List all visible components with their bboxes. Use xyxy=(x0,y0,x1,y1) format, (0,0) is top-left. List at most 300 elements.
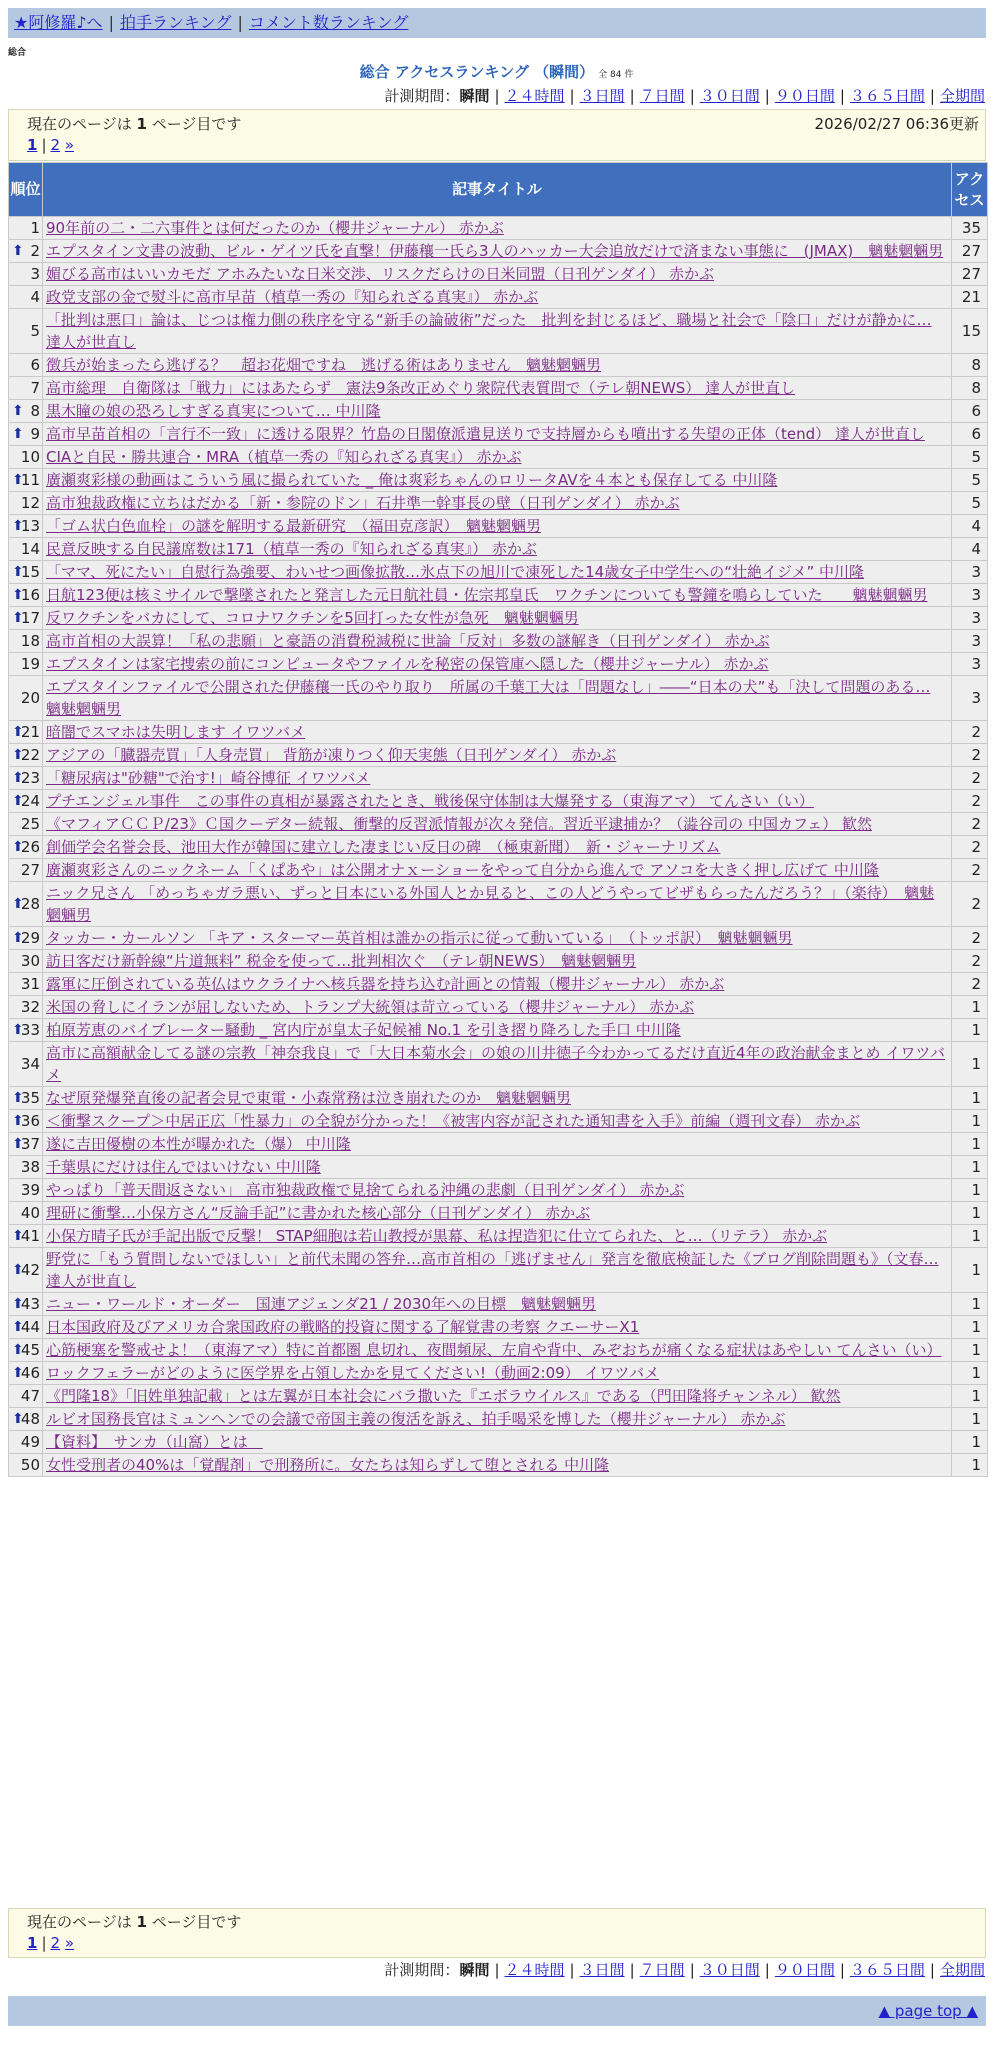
rank-number: 50 xyxy=(20,1456,40,1474)
access-count: 5 xyxy=(952,492,987,514)
period-label: 計測期間： xyxy=(384,87,460,105)
title-cell xyxy=(43,469,951,491)
up-arrow-icon: ⬆ xyxy=(12,1365,24,1381)
access-count: 2 xyxy=(952,973,987,995)
access-count: 8 xyxy=(952,354,987,376)
title-cell xyxy=(43,240,951,262)
article-link[interactable]: 暗闇でスマホは失明します イワツバメ xyxy=(46,723,306,741)
access-count: 5 xyxy=(952,469,987,491)
top-nav xyxy=(8,8,986,38)
rank-number: 48 xyxy=(20,1410,40,1428)
rank-cell xyxy=(9,630,42,652)
article-link[interactable]: 千葉県にだけは住んではいけない 中川隆 xyxy=(46,1158,321,1176)
access-count: 15 xyxy=(952,309,987,353)
table-row xyxy=(9,1339,987,1361)
table-row xyxy=(9,309,987,353)
table-row xyxy=(9,1133,987,1155)
rank-cell xyxy=(9,836,42,858)
rank-cell xyxy=(9,561,42,583)
rank-cell xyxy=(9,263,42,285)
access-count: 3 xyxy=(952,584,987,606)
rank-cell xyxy=(9,309,42,353)
rank-cell xyxy=(9,377,42,399)
rank-cell xyxy=(9,1179,42,1201)
article-link[interactable]: 90年前の二・二六事件とは何だったのか（櫻井ジャーナル） 赤かぶ xyxy=(46,219,504,237)
rank-number: 5 xyxy=(30,322,40,340)
rank-number: 42 xyxy=(20,1261,40,1279)
table-row xyxy=(9,1110,987,1132)
article-link[interactable]: 日本国政府及びアメリカ合衆国政府の戦略的投資に関する了解覚書の考察 クエーサーX1 xyxy=(46,1318,640,1336)
table-row xyxy=(9,859,987,881)
up-arrow-icon: ⬆ xyxy=(12,1228,24,1244)
up-arrow-icon: ⬆ xyxy=(12,426,24,442)
title-cell xyxy=(43,423,951,445)
title-cell xyxy=(43,996,951,1018)
access-count: 2 xyxy=(952,767,987,789)
title-cell xyxy=(43,561,951,583)
access-count: 1 xyxy=(952,1431,987,1453)
item-count: 全 84 件 xyxy=(598,70,634,80)
article-link[interactable]: 野党に「もう質問しないでほしい」と前代未聞の答弁…高市首相の「逃げません」発言を徹底検証した《ブログ削除問題も》（文春… 達人が世直し xyxy=(46,1250,939,1290)
table-row xyxy=(9,1225,987,1247)
access-count: 1 xyxy=(952,1362,987,1384)
up-arrow-icon: ⬆ xyxy=(12,1319,24,1335)
title-cell xyxy=(43,950,951,972)
rank-cell xyxy=(9,1156,42,1178)
rank-number: 32 xyxy=(20,998,40,1016)
nav-separator: | xyxy=(108,13,114,32)
rank-cell xyxy=(9,446,42,468)
period-link-365d[interactable]: ３６５日間 xyxy=(849,87,925,105)
rank-number: 14 xyxy=(20,540,40,558)
table-row xyxy=(9,676,987,720)
table-row xyxy=(9,584,987,606)
article-link[interactable]: 訪日客だけ新幹線“片道無料” 税金を使って…批判相次ぐ （テレ朝NEWS） 魑魅魍魎男 xyxy=(46,952,637,970)
period-link-90d[interactable]: ９０日間 xyxy=(774,87,835,105)
up-arrow-icon: ⬆ xyxy=(12,1296,24,1312)
up-arrow-icon: ⬆ xyxy=(12,724,24,740)
article-link[interactable]: 「批判は悪口」論は、じつは権力側の秩序を守る“新手の論破術”だった 批判を封じるほど、職場と社会で「陰口」だけが静かに… 達人が世直し xyxy=(46,311,932,351)
access-count: 1 xyxy=(952,996,987,1018)
title-cell xyxy=(43,1431,951,1453)
rank-number: 27 xyxy=(20,861,40,879)
title-cell xyxy=(43,813,951,835)
period-current: 瞬間 xyxy=(459,1961,490,1979)
title-cell xyxy=(43,538,951,560)
title-cell xyxy=(43,400,951,422)
period-link-3d[interactable]: ３日間 xyxy=(579,87,625,105)
page-info-bottom xyxy=(8,1908,986,1958)
access-count: 4 xyxy=(952,538,987,560)
table-row xyxy=(9,630,987,652)
title-cell xyxy=(43,377,951,399)
rank-number: 15 xyxy=(20,563,40,581)
title-cell xyxy=(43,1133,951,1155)
access-count: 1 xyxy=(952,1133,987,1155)
rank-cell xyxy=(9,400,42,422)
access-count: 1 xyxy=(952,1339,987,1361)
nav-separator: | xyxy=(237,13,243,32)
table-row xyxy=(9,996,987,1018)
article-link[interactable]: ルビオ国務長官はミュンヘンでの会議で帝国主義の復活を訴え、拍手喝采を博した（櫻井ジャーナル） 赤かぶ xyxy=(46,1410,786,1428)
table-row xyxy=(9,1362,987,1384)
title-cell xyxy=(43,446,951,468)
rank-number: 9 xyxy=(30,425,40,443)
title-cell xyxy=(43,607,951,629)
title-cell xyxy=(43,1225,951,1247)
rank-number: 43 xyxy=(20,1295,40,1313)
access-count: 6 xyxy=(952,400,987,422)
period-link-24h[interactable]: ２４時間 xyxy=(504,1961,565,1979)
current-page-number: 1 xyxy=(136,1913,147,1931)
bottom-bar xyxy=(8,1996,986,2026)
rank-cell xyxy=(9,1293,42,1315)
rank-cell xyxy=(9,515,42,537)
rank-cell xyxy=(9,1454,42,1476)
article-link[interactable]: エプスタインファイルで公開された伊藤穰一氏のやり取り 所属の千葉工大は「問題なし」――“日本の犬”も「決して問題のある… 魑魅魍魎男 xyxy=(46,678,931,718)
page-next-link[interactable]: » xyxy=(64,1934,75,1952)
title-cell xyxy=(43,1316,951,1338)
table-row xyxy=(9,1408,987,1430)
title-cell xyxy=(43,882,951,926)
up-arrow-icon: ⬆ xyxy=(12,472,24,488)
title-cell xyxy=(43,1156,951,1178)
title-cell xyxy=(43,515,951,537)
ranking-title: 総合 アクセスランキング （瞬間） xyxy=(359,63,595,81)
rank-cell xyxy=(9,859,42,881)
article-link[interactable]: 高市独裁政権に立ちはだかる「新・参院のドン」石井準一幹事長の壁（日刊ゲンダイ） 赤かぶ xyxy=(46,494,680,512)
up-arrow-icon: ⬆ xyxy=(12,839,24,855)
period-link-3d[interactable]: ３日間 xyxy=(579,1961,625,1979)
rank-number: 2 xyxy=(30,242,40,260)
article-link[interactable]: 「ゴム状白色血栓」の謎を解明する最新研究 （福田克彦訳） 魑魅魍魎男 xyxy=(46,517,542,535)
article-link[interactable]: 廣瀬爽彩さんのニックネーム「くぱあや」は公開オナｘーショーをやって自分から進んで アソコを大きく押し広げて 中川隆 xyxy=(46,861,879,879)
article-link[interactable]: なぜ原発爆発直後の記者会見で東電・小森常務は泣き崩れたのか 魑魅魍魎男 xyxy=(46,1089,572,1107)
table-row xyxy=(9,927,987,949)
rank-cell xyxy=(9,1133,42,1155)
up-arrow-icon: ⬆ xyxy=(12,770,24,786)
table-row xyxy=(9,538,987,560)
rank-cell xyxy=(9,1087,42,1109)
article-link[interactable]: ニック兄さん 「めっちゃガラ悪い、ずっと日本にいる外国人とか見ると、この人どうやってビザもらったんだろう？」（楽待） 魑魅魍魎男 xyxy=(46,884,935,924)
access-count: 8 xyxy=(952,377,987,399)
up-arrow-icon: ⬆ xyxy=(12,243,24,259)
article-link[interactable]: 媚びる高市はいいカモだ アホみたいな日米交渉、リスクだらけの日米同盟（日刊ゲンダイ） 赤かぶ xyxy=(46,265,715,283)
rank-number: 36 xyxy=(20,1112,40,1130)
table-row xyxy=(9,1293,987,1315)
ranking-table xyxy=(8,162,988,1477)
rank-cell xyxy=(9,354,42,376)
article-link[interactable]: 心筋梗塞を警戒せよ！（東海アマ）特に首都圏 息切れ、夜間頻尿、左肩や背中、みぞおちが痛くなる症状はあやしい てんさい（い） xyxy=(46,1341,942,1359)
rank-number: 45 xyxy=(20,1341,40,1359)
article-link[interactable]: 米国の脅しにイランが屈しないため、トランプ大統領は苛立っている（櫻井ジャーナル） 赤かぶ xyxy=(46,998,695,1016)
article-link[interactable]: プチエンジェル事件 この事件の真相が暴露されたとき、戦後保守体制は大爆発する（東海アマ） てんさい（い） xyxy=(46,792,814,810)
rank-number: 44 xyxy=(20,1318,40,1336)
rank-number: 7 xyxy=(30,379,40,397)
access-count: 3 xyxy=(952,561,987,583)
rank-cell xyxy=(9,492,42,514)
rank-number: 38 xyxy=(20,1158,40,1176)
article-link[interactable]: エプスタイン文書の波動、ビル・ゲイツ氏を直撃！伊藤穰一氏ら3人のハッカー大会追放だけで済まない事態に (JMAX) 魑魅魍魎男 xyxy=(46,242,944,260)
article-link[interactable]: 高市首相の大誤算！「私の悲願」と豪語の消費税減税に世論「反対」多数の謎解き（日刊ゲンダイ） 赤かぶ xyxy=(46,632,770,650)
access-count: 35 xyxy=(952,217,987,239)
article-link[interactable]: 《マフィアＣＣＰ/23》Ｃ国クーデター続報、衝撃的反習派情報が次々発信。習近平逮捕か？（澁谷司の 中国カフェ） 歓然 xyxy=(46,815,872,833)
access-count: 1 xyxy=(952,1087,987,1109)
page-title xyxy=(0,62,993,85)
article-link[interactable]: ニュー・ワールド・オーダー 国連アジェンダ21 / 2030年への目標 魑魅魍魎男 xyxy=(46,1295,597,1313)
header-access: アクセス xyxy=(952,163,987,216)
table-row xyxy=(9,263,987,285)
rank-cell xyxy=(9,286,42,308)
article-link[interactable]: 廣瀬爽彩様の動画はこういう風に撮られていた _ 俺は爽彩ちゃんのロリータAVを４本とも保存してる 中川隆 xyxy=(46,471,778,489)
page-link-2[interactable]: 2 xyxy=(50,136,61,154)
access-count: 5 xyxy=(952,446,987,468)
up-arrow-icon: ⬆ xyxy=(12,930,24,946)
article-link[interactable]: 【資料】 サンカ（山窩）とは xyxy=(46,1433,263,1451)
rank-number: 26 xyxy=(20,838,40,856)
rank-cell xyxy=(9,813,42,835)
article-link[interactable]: 反ワクチンをバカにして、コロナワクチンを5回打った女性が急死 魑魅魍魎男 xyxy=(46,609,579,627)
table-row xyxy=(9,973,987,995)
up-arrow-icon: ⬆ xyxy=(12,564,24,580)
up-arrow-icon: ⬆ xyxy=(12,518,24,534)
title-cell xyxy=(43,1362,951,1384)
title-cell xyxy=(43,767,951,789)
table-row xyxy=(9,836,987,858)
period-link-30d[interactable]: ３０日間 xyxy=(699,87,760,105)
article-link[interactable]: 高市に高額献金してる謎の宗教「神奈我良」で「大日本菊水会」の娘の川井徳子今わかってるだけ直近4年の政治献金まとめ イワツバメ xyxy=(46,1044,946,1084)
access-count: 3 xyxy=(952,676,987,720)
current-page-number: 1 xyxy=(136,115,147,133)
access-count: 2 xyxy=(952,882,987,926)
title-cell xyxy=(43,973,951,995)
title-cell xyxy=(43,1019,951,1041)
article-link[interactable]: やっぱり「普天間返さない」 高市独裁政権で見捨てられる沖縄の悲劇（日刊ゲンダイ） 赤かぶ xyxy=(46,1181,685,1199)
table-row xyxy=(9,400,987,422)
table-row xyxy=(9,1019,987,1041)
up-arrow-icon: ⬆ xyxy=(12,1262,24,1278)
table-row xyxy=(9,1248,987,1292)
article-link[interactable]: アジアの「臓器売買」「人身売買」 背筋が凍りつく仰天実態（日刊ゲンダイ） 赤かぶ xyxy=(46,746,617,764)
access-count: 3 xyxy=(952,630,987,652)
title-cell xyxy=(43,1179,951,1201)
table-row xyxy=(9,653,987,675)
rank-cell xyxy=(9,607,42,629)
article-link[interactable]: 「ママ、死にたい」自慰行為強要、わいせつ画像拡散…氷点下の旭川で凍死した14歳女子中学生への“壮絶イジメ” 中川隆 xyxy=(46,563,865,581)
period-link-24h[interactable]: ２４時間 xyxy=(504,87,565,105)
rank-number: 8 xyxy=(30,402,40,420)
article-link[interactable]: 女性受刑者の40%は「覚醒剤」で刑務所に。女たちは知らずして堕とされる 中川隆 xyxy=(46,1456,610,1474)
rank-number: 46 xyxy=(20,1364,40,1382)
page-top-link[interactable]: ▲ page top ▲ xyxy=(878,2002,978,2020)
up-arrow-icon: ⬆ xyxy=(12,403,24,419)
rank-cell xyxy=(9,653,42,675)
page-link-1[interactable]: 1 xyxy=(27,1934,38,1952)
access-count: 3 xyxy=(952,607,987,629)
rank-cell xyxy=(9,721,42,743)
rank-cell xyxy=(9,927,42,949)
rank-cell xyxy=(9,1431,42,1453)
article-link[interactable]: ＜衝撃スクープ＞中居正広「性暴力」の全貌が分かった！《被害内容が記された通知書を入手》前編（週刊文春） 赤かぶ xyxy=(46,1112,861,1130)
article-link[interactable]: 遂に吉田優樹の本性が曝かれた（爆） 中川隆 xyxy=(46,1135,351,1153)
access-count: 3 xyxy=(952,653,987,675)
table-row xyxy=(9,377,987,399)
table-row xyxy=(9,767,987,789)
header-title: 記事タイトル xyxy=(43,163,951,216)
rank-number: 33 xyxy=(20,1021,40,1039)
table-row xyxy=(9,607,987,629)
article-link[interactable]: 高市早苗首相の「言行不一致」に透ける限界？竹島の日閣僚派遣見送りで支持層からも噴出する失望の正体（tend） 達人が世直し xyxy=(46,425,925,443)
article-link[interactable]: 《門隆18》「旧姓単独記載」とは左翼が日本社会にバラ撒いた『エボラウイルス』である（門田隆将チャンネル） 歓然 xyxy=(46,1387,841,1405)
rank-cell xyxy=(9,996,42,1018)
table-row xyxy=(9,882,987,926)
article-link[interactable]: 創価学会名誉会長、池田大作が韓国に建立した凄まじい反日の碑 （極東新聞） 新・ジャーナリズム xyxy=(46,838,721,856)
table-row xyxy=(9,354,987,376)
rank-cell xyxy=(9,1202,42,1224)
up-arrow-icon: ⬆ xyxy=(12,793,24,809)
article-link[interactable]: 黒木瞳の娘の恐ろしすぎる真実について… 中川隆 xyxy=(46,402,381,420)
up-arrow-icon: ⬆ xyxy=(12,587,24,603)
access-count: 1 xyxy=(952,1179,987,1201)
title-cell xyxy=(43,721,951,743)
period-link-all[interactable]: 全期間 xyxy=(939,1961,985,1979)
period-link-7d[interactable]: ７日間 xyxy=(639,1961,685,1979)
title-cell xyxy=(43,1110,951,1132)
article-link[interactable]: 徴兵が始まったら逃げる？ 超お花畑ですね 逃げる術はありません 魑魅魍魎男 xyxy=(46,356,602,374)
rank-cell xyxy=(9,1385,42,1407)
period-link-all[interactable]: 全期間 xyxy=(939,87,985,105)
rank-number: 20 xyxy=(20,689,40,707)
rank-number: 21 xyxy=(20,723,40,741)
title-cell xyxy=(43,492,951,514)
article-link[interactable]: 民意反映する自民議席数は171（植草一秀の『知られざる真実』） 赤かぶ xyxy=(46,540,537,558)
access-count: 2 xyxy=(952,721,987,743)
page-next-link[interactable]: » xyxy=(64,136,75,154)
period-link-7d[interactable]: ７日間 xyxy=(639,87,685,105)
nav-link-clap-ranking[interactable]: 拍手ランキング xyxy=(119,13,232,32)
title-cell xyxy=(43,676,951,720)
rank-number: 3 xyxy=(30,265,40,283)
access-count: 1 xyxy=(952,1454,987,1476)
article-link[interactable]: タッカー・カールソン 「キア・スターマー英首相は誰かの指示に従って動いている」 （トッポ訳） 魑魅魍魎男 xyxy=(46,929,793,947)
title-cell xyxy=(43,744,951,766)
rank-number: 6 xyxy=(30,356,40,374)
access-count: 2 xyxy=(952,859,987,881)
article-link[interactable]: 政党支部の金で熨斗に高市早苗（植草一秀の『知られざる真実』） 赤かぶ xyxy=(46,288,539,306)
rank-cell xyxy=(9,676,42,720)
access-count: 1 xyxy=(952,1202,987,1224)
current-page-text: 現在のページは 1 ページ目です xyxy=(27,1913,242,1931)
table-row xyxy=(9,217,987,239)
article-link[interactable]: 日航123便は核ミサイルで撃墜されたと発言した元日航社員・佐宗邦皇氏 ワクチンについても警鐘を鳴らしていた 魑魅魍魎男 xyxy=(46,586,928,604)
title-cell xyxy=(43,217,951,239)
title-cell xyxy=(43,309,951,353)
title-cell xyxy=(43,630,951,652)
article-link[interactable]: 理研に衝撃…小保方さん“反論手記”に書かれた核心部分（日刊ゲンダイ） 赤かぶ xyxy=(46,1204,591,1222)
up-arrow-icon: ⬆ xyxy=(12,896,24,912)
article-link[interactable]: ロックフェラーがどのように医学界を占領したかを見てください!（動画2:09） イワツバメ xyxy=(46,1364,660,1382)
title-cell xyxy=(43,1339,951,1361)
article-link[interactable]: 「糖尿病は"砂糖"で治す!」崎谷博征 イワツバメ xyxy=(46,769,371,787)
rank-number: 1 xyxy=(30,219,40,237)
article-link[interactable]: 小保方晴子氏が手記出版で反撃！ STAP細胞は若山教授が黒幕、私は捏造犯に仕立てられた、と…（リテラ） 赤かぶ xyxy=(46,1227,828,1245)
table-row xyxy=(9,950,987,972)
title-cell xyxy=(43,286,951,308)
rank-number: 25 xyxy=(20,815,40,833)
access-count: 1 xyxy=(952,1110,987,1132)
page-link-2[interactable]: 2 xyxy=(50,1934,61,1952)
table-row xyxy=(9,721,987,743)
title-cell xyxy=(43,790,951,812)
rank-cell xyxy=(9,790,42,812)
header-rank: 順位 xyxy=(9,163,42,216)
rank-cell xyxy=(9,538,42,560)
access-count: 2 xyxy=(952,813,987,835)
up-arrow-icon: ⬆ xyxy=(12,610,24,626)
nav-link-asyura[interactable]: ★阿修羅♪へ xyxy=(14,13,103,32)
access-count: 27 xyxy=(952,263,987,285)
title-cell xyxy=(43,584,951,606)
nav-link-comment-ranking[interactable]: コメント数ランキング xyxy=(248,13,409,32)
table-row xyxy=(9,1431,987,1453)
table-row xyxy=(9,790,987,812)
rank-number: 18 xyxy=(20,632,40,650)
table-row xyxy=(9,469,987,491)
title-cell xyxy=(43,1042,951,1086)
rank-cell xyxy=(9,217,42,239)
table-row xyxy=(9,1202,987,1224)
rank-number: 12 xyxy=(20,494,40,512)
article-link[interactable]: 露軍に圧倒されている英仏はウクライナへ核兵器を持ち込む計画との情報（櫻井ジャーナル） 赤かぶ xyxy=(46,975,725,993)
table-row xyxy=(9,492,987,514)
article-link[interactable]: 柏原芳恵のバイブレーター騒動 _ 宮内庁が皇太子妃候補 No.1 を引き摺り降ろした手口 中川隆 xyxy=(46,1021,681,1039)
rank-number: 41 xyxy=(20,1227,40,1245)
article-link[interactable]: 高市総理 自衛隊は「戦力」にはあたらず 憲法9条改正めぐり衆院代表質問で（テレ朝NEWS） 達人が世直し xyxy=(46,379,796,397)
rank-cell xyxy=(9,1110,42,1132)
period-link-365d[interactable]: ３６５日間 xyxy=(849,1961,925,1979)
table-row xyxy=(9,1179,987,1201)
access-count: 4 xyxy=(952,515,987,537)
rank-number: 39 xyxy=(20,1181,40,1199)
title-cell xyxy=(43,836,951,858)
rank-number: 31 xyxy=(20,975,40,993)
access-count: 1 xyxy=(952,1019,987,1041)
period-link-90d[interactable]: ９０日間 xyxy=(774,1961,835,1979)
updated-timestamp: 2026/02/27 06:36更新 xyxy=(814,115,979,133)
period-link-30d[interactable]: ３０日間 xyxy=(699,1961,760,1979)
access-count: 1 xyxy=(952,1385,987,1407)
article-link[interactable]: エプスタインは家宅捜索の前にコンピュータやファイルを秘密の保管庫へ隠した（櫻井ジャーナル） 赤かぶ xyxy=(46,655,769,673)
rank-number: 17 xyxy=(20,609,40,627)
rank-cell xyxy=(9,744,42,766)
access-count: 1 xyxy=(952,1293,987,1315)
article-link[interactable]: CIAと自民・勝共連合・MRA（植草一秀の『知られざる真実』） 赤かぶ xyxy=(46,448,522,466)
ranking-rows xyxy=(9,217,987,1476)
page-link-1[interactable]: 1 xyxy=(27,136,38,154)
title-cell xyxy=(43,1248,951,1292)
period-current: 瞬間 xyxy=(459,87,490,105)
access-count: 1 xyxy=(952,1225,987,1247)
rank-cell xyxy=(9,1408,42,1430)
title-cell xyxy=(43,263,951,285)
table-header-row xyxy=(9,163,987,216)
rank-number: 49 xyxy=(20,1433,40,1451)
rank-cell xyxy=(9,882,42,926)
period-selector-top: 計測期間：瞬間 | ２４時間 | ３日間 | ７日間 | ３０日間 | ９０日間 | ３６５日間 | 全期間 xyxy=(384,87,985,105)
up-arrow-icon: ⬆ xyxy=(12,1342,24,1358)
rank-cell xyxy=(9,1316,42,1338)
rank-number: 24 xyxy=(20,792,40,810)
